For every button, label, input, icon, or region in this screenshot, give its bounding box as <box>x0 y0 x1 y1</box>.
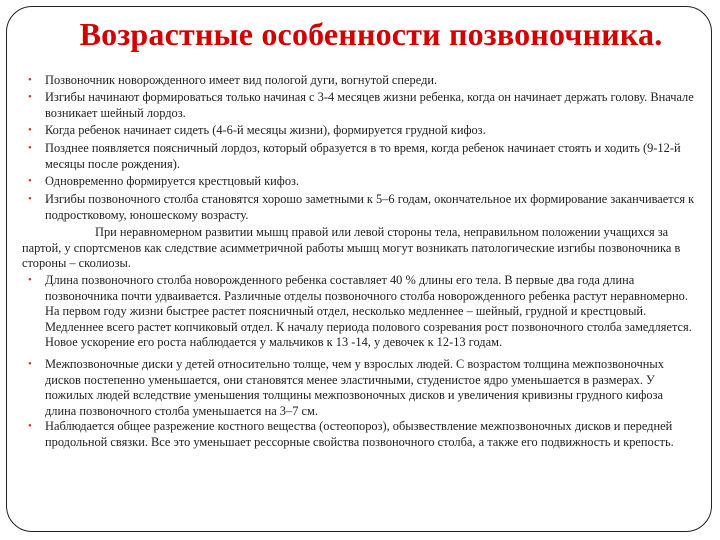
list-item-text: Позднее появляется поясничный лордоз, который образуется в то время, когда ребенок начинает стоять и ходить (9-12-й месяцы после рождения). <box>45 141 681 171</box>
bullet-icon: • <box>28 358 32 370</box>
bullet-icon: • <box>28 142 32 154</box>
list-item <box>28 141 695 172</box>
list-item <box>28 174 695 190</box>
list-item <box>28 123 695 139</box>
list-item <box>28 357 695 419</box>
bullet-icon: • <box>28 420 32 432</box>
bullet-icon: • <box>28 124 32 136</box>
list-item-text: Одновременно формируется крестцовый кифоз. <box>45 174 300 188</box>
list-item-text: Наблюдается общее разрежение костного вещества (остеопороз), обызвествление межпозвоночных дисков и передней продольной связки. Все это уменьшает рессорные свойства позвоночного столба, а также его подвижность и крепость. <box>45 419 674 449</box>
list-item <box>28 90 695 121</box>
list-item <box>28 192 695 223</box>
bullet-icon: • <box>28 74 32 86</box>
list-item-text: Длина позвоночного столба новорожденного ребенка составляет 40 % длины его тела. В первые два года длина позвоночника почти удваивается. Различные отделы позвоночного столба новорожденного ребенка растут неравномерно. На первом году жизни быстрее растет поясничный отдел, несколько медленнее – шейный, грудной и крестцовый. Медленнее всего растет копчиковый отдел. К началу периода полового созревания рост позвоночного столба замедляется. Новое ускорение его роста наблюдается у мальчиков к 13 -14, у девочек к 12-13 годам. <box>45 273 692 350</box>
list-item <box>28 73 695 89</box>
list-item <box>28 273 695 351</box>
list-item <box>28 419 695 450</box>
list-item-text: Позвоночник новорожденного имеет вид пологой дуги, вогнутой спереди. <box>45 73 438 87</box>
paragraph: При неравномерном развитии мышц правой или левой стороны тела, неправильном положении учащихся за партой, у спортсменов как следствие асимметричной работы мышц могут возникать патологические изгибы позвоночника в стороны – сколиозы. <box>22 225 681 271</box>
bullet-icon: • <box>28 193 32 205</box>
list-item-text: Межпозвоночные диски у детей относительно толще, чем у взрослых людей. С возрастом толщина межпозвоночных дисков постепенно уменьшается, они становятся менее эластичными, студенистое ядро уменьшается в размерах. У пожилых людей вследствие уменьшения толщины межпозвоночных дисков и увеличения кривизны грудного кифоза длина позвоночного столба уменьшается на 3–7 см. <box>45 357 664 418</box>
list-item-text: Когда ребенок начинает сидеть (4-6-й месяцы жизни), формируется грудной кифоз. <box>45 123 486 137</box>
list-item-text: Изгибы начинают формироваться только начиная с 3-4 месяцев жизни ребенка, когда он начинает держать голову. Вначале возникает шейный лордоз. <box>45 90 694 120</box>
bullet-icon: • <box>28 91 32 103</box>
slide-title: Возрастные особенности позвоночника. <box>79 16 663 52</box>
bullet-icon: • <box>28 274 32 286</box>
list-item-text: Изгибы позвоночного столба становятся хорошо заметными к 5–6 годам, окончательное их формирование заканчивается к подростковому, юношескому возрасту. <box>45 192 695 222</box>
bullet-icon: • <box>28 175 32 187</box>
